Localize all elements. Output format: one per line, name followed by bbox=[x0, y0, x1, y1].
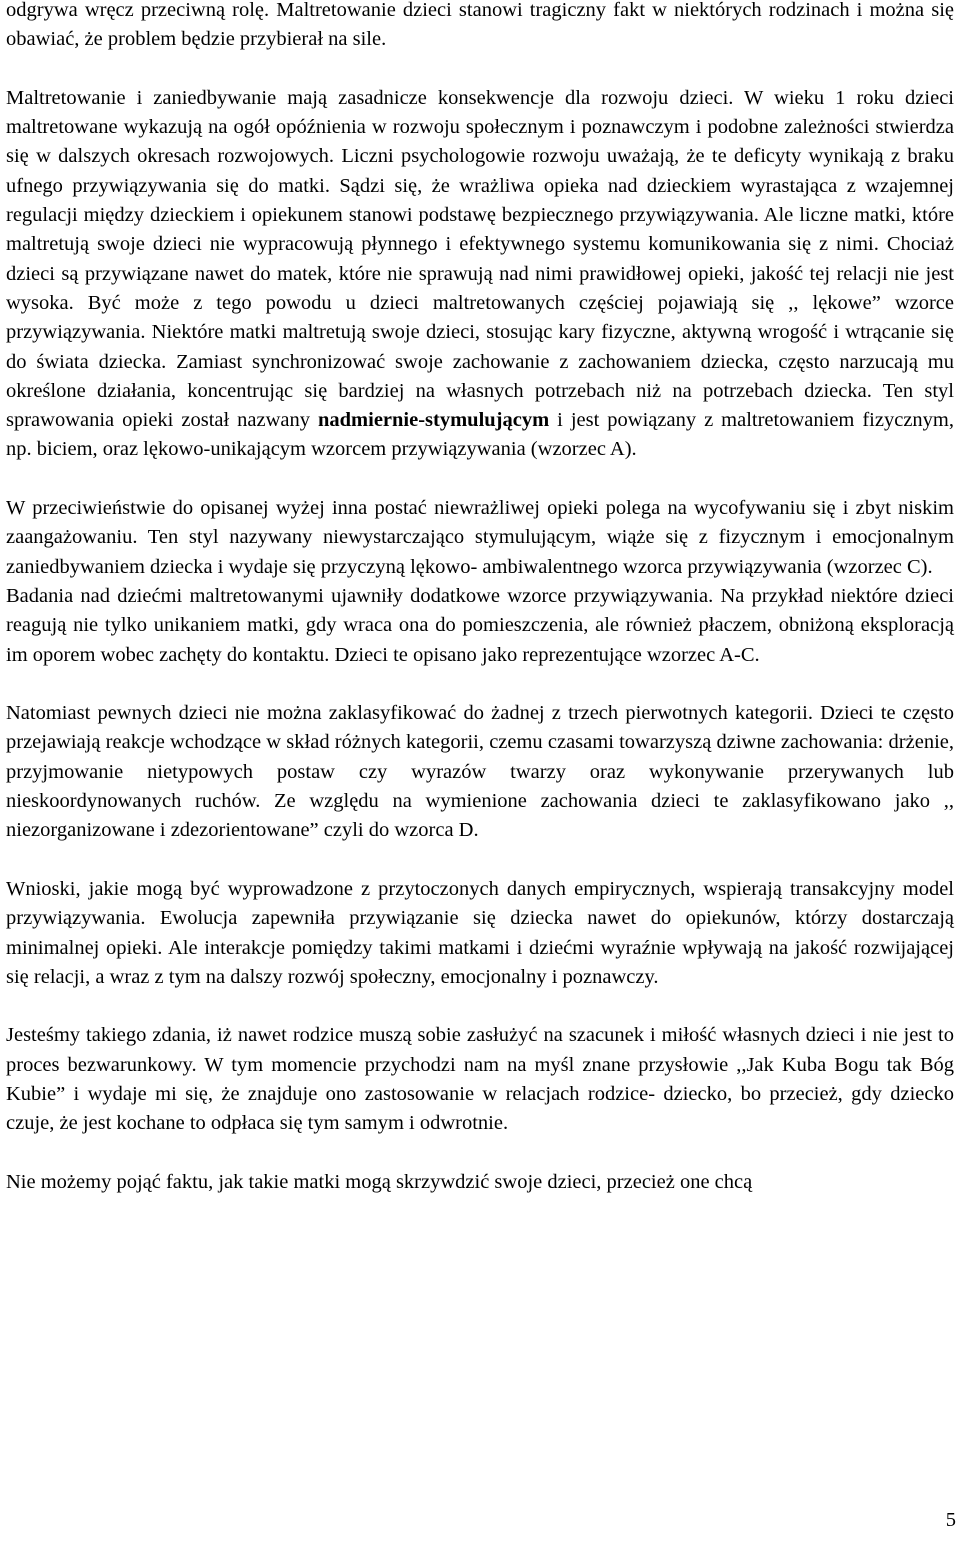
page-number: 5 bbox=[945, 1509, 956, 1531]
paragraph-closing: Nie możemy pojąć faktu, jak takie matki mogą skrzywdzić swoje dzieci, przecież one chcą bbox=[6, 1170, 753, 1193]
document-page bbox=[6, 0, 954, 1197]
paragraph-conclusions: Wnioski, jakie mogą być wyprowadzone z przytoczonych danych empirycznych, wspierają transakcyjny model przywiązywania. Ewolucja zapewniła przywiązanie się dziecka nawet do opiekunów, którzy dostarczają minimalnej opieki. Ale interakcje pomiędzy takimi matkami i dziećmi wyraźnie wpływają na jakość rozwijającej się relacji, a wraz z tym na dalszy rozwój społeczny, emocjonalny i poznawczy. bbox=[6, 877, 954, 988]
paragraph-consequences bbox=[6, 84, 954, 465]
paragraph-research: Badania nad dziećmi maltretowanymi ujawniły dodatkowe wzorce przywiązywania. Na przykład niektóre dzieci reagują nie tylko unikaniem matki, gdy wraca ona do pomieszczenia, ale również płaczem, obniżoną eksploracją im oporem wobec zachęty do kontaktu. Dzieci te opisano jako reprezentujące wzorzec A-C. bbox=[6, 584, 954, 666]
paragraph-continuation: odgrywa wręcz przeciwną rolę. Maltretowanie dzieci stanowi tragiczny fakt w niektórych rodzinach i można się obawiać, że problem będzie przybierał na sile. bbox=[6, 0, 954, 51]
paragraph-consequences-text: Maltretowanie i zaniedbywanie mają zasadnicze konsekwencje dla rozwoju dzieci. W wieku 1 roku dzieci maltretowane wykazują na ogół opóźnienia w rozwoju społecznym i poznawczym i podobne zależności stwierdza się w dalszych okresach rozwojowych. Liczni psychologowie rozwoju uważają, że te deficyty wynikają z braku ufnego przywiązywania się do matki. Sądzi się, że wrażliwa opieka nad dzieckiem wyrastająca z wzajemnej regulacji między dzieckiem i opiekunem stanowi podstawę bezpiecznego przywiązywania. Ale liczne matki, które maltretują swoje dzieci nie wypracowują płynnego i efektywnego systemu komunikowania się z nimi. Chociaż dzieci są przywiązane nawet do matek, które nie sprawują nad nimi prawidłowej opieki, jakość tej relacji nie jest wysoka. Być może z tego powodu u dzieci maltretowanych częściej pojawiają się ,, lękowe” wzorce przywiązywania. Niektóre matki maltretują swoje dzieci, stosując kary fizyczne, aktywną wrogość i wtrącanie się do świata dziecka. Zamiast synchronizować swoje zachowanie z zachowaniem dziecka, często narzucają mu określone działania, koncentrując się bardziej na własnych potrzebach niż na potrzebach dziecka. Ten styl sprawowania opieki został nazwany bbox=[6, 86, 954, 432]
paragraph-disorganized: Natomiast pewnych dzieci nie można zaklasyfikować do żadnej z trzech pierwotnych kategorii. Dzieci te często przejawiają reakcje wchodzące w skład różnych kategorii, czemu czasami towarzyszą dziwne zachowania: drżenie, przyjmowanie nietypowych postaw czy wyrazów twarzy oraz wykonywanie przerywanych lub nieskoordynowanych ruchów. Ze względu na wymienione zachowania dzieci te zaklasyfikowano jako ,, niezorganizowane i zdezorientowane” czyli do wzorca D. bbox=[6, 702, 954, 842]
bold-term: nadmiernie-stymulującym bbox=[318, 409, 550, 432]
paragraph-withdrawal: W przeciwieństwie do opisanej wyżej inna postać niewrażliwej opieki polega na wycofywaniu się i zbyt niskim zaangażowaniu. Ten styl nazywany niewystarczająco stymulującym, wiąże się z fizycznym i emocjonalnym zaniedbywaniem dziecka i wydaje się przyczyną lękowo- ambiwalentnego wzorca przywiązywania (wzorzec C). bbox=[6, 497, 954, 578]
paragraph-consequences-tail: i jest powiązany z maltretowaniem fizycznym, np. biciem, oraz lękowo-unikającym wzorcem przywiązywania (wzorzec A). bbox=[6, 409, 954, 461]
paragraph-opinion: Jesteśmy takiego zdania, iż nawet rodzice muszą sobie zasłużyć na szacunek i miłość własnych dzieci i nie jest to proces bezwarunkowy. W tym momencie przychodzi nam na myśl znane przysłowie ,,Jak Kuba Bogu tak Bóg Kubie” i wydaje mi się, że znajduje ono zastosowanie w relacjach rodzice- dziecko, bo przecież, gdy dziecko czuje, że jest kochane to odpłaca się tym samym i odwrotnie. bbox=[6, 1024, 954, 1135]
